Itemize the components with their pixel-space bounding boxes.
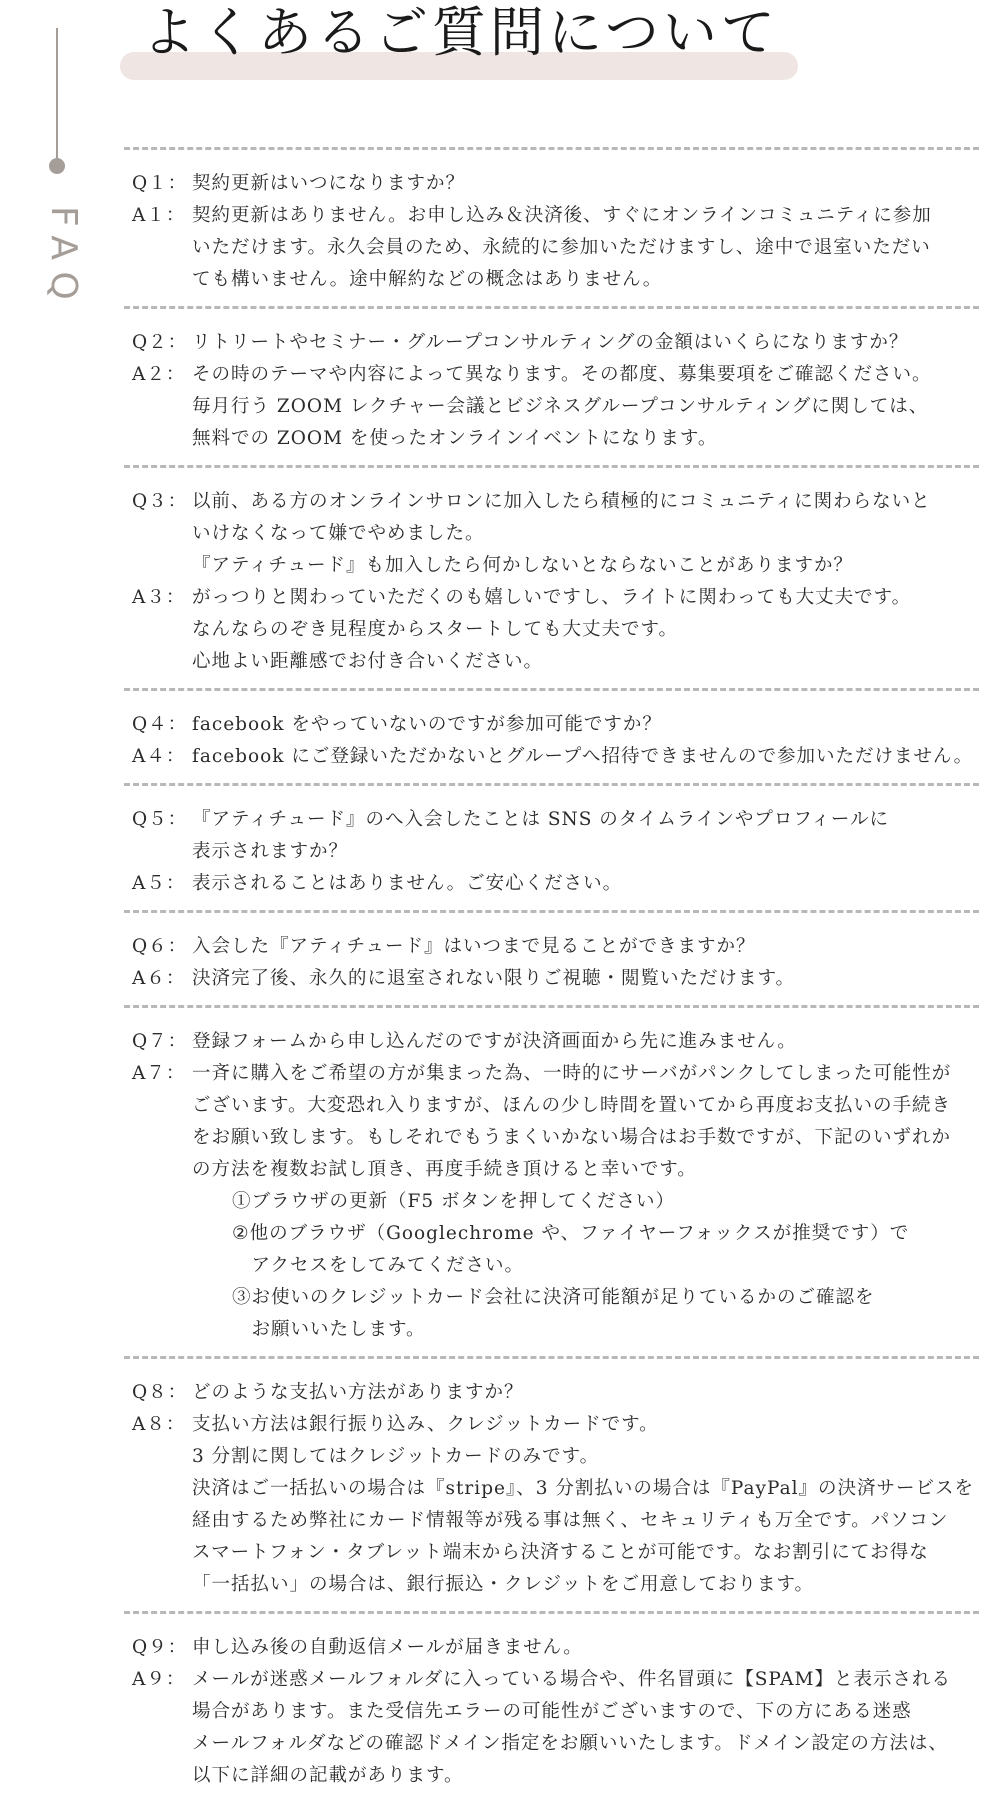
answer-label: A８： (132, 1414, 186, 1435)
question-label: Q５： (132, 809, 188, 830)
faq-item (124, 913, 979, 1005)
answer-body: メールが迷惑メールフォルダに入っている場合や、件名冒頭に【SPAM】と表示される 場合があります。また受信先エラーの可能性がございますので、下の方にある迷惑 メールフォルダなどの確認ドメイン指定をお願いいたします。ドメイン設定の方法は、 以下に詳細の記載があります。 (192, 1669, 951, 1786)
answer-label: A６： (132, 968, 186, 989)
answer-text (192, 200, 979, 296)
answer-row (132, 741, 979, 773)
answer-text (192, 741, 979, 773)
side-vertical-line (56, 28, 58, 166)
faq-list (124, 147, 979, 1802)
answer-label: A２： (132, 364, 186, 385)
question-text: 『アティチュード』のへ入会したことは SNS のタイムラインやプロフィールに 表示されますか？ (192, 809, 889, 862)
answer-label: A３： (132, 587, 186, 608)
question-row (132, 1377, 979, 1409)
question-row (132, 327, 979, 359)
answer-row (132, 868, 979, 900)
answer-label: A１： (132, 205, 186, 226)
answer-text (192, 359, 979, 455)
answer-row (132, 1409, 979, 1601)
answer-text (192, 1409, 979, 1601)
answer-text (192, 582, 979, 678)
answer-row (132, 359, 979, 455)
question-row (132, 168, 979, 200)
question-label: Q２： (132, 332, 188, 353)
question-label: Q７： (132, 1031, 188, 1052)
faq-item (124, 691, 979, 783)
answer-row (132, 1058, 979, 1346)
answer-label: A４： (132, 746, 186, 767)
faq-item (124, 786, 979, 910)
answer-body: 支払い方法は銀行振り込み、クレジットカードです。 3 分割に関してはクレジットカードのみです。 決済はご一括払いの場合は『stripe』、3 分割払いの場合は『PayPal』の決済サービスを 経由するため弊社にカード情報等が残る事は無く、セキュリティも万全です。パソコン スマートフォン・タブレット端末から決済することが可能です。なお割引にてお得な 「一括払い」の場合は、銀行振込・クレジットをご用意しております。 (192, 1414, 975, 1595)
answer-label: A５： (132, 873, 186, 894)
answer-body: 一斉に購入をご希望の方が集まった為、一時的にサーバがパンクしてしまった可能性が ございます。大変恐れ入りますが、ほんの少し時間を置いてから再度お支払いの手続き をお願い致します。もしそれでもうまくいかない場合はお手数ですが、下記のいずれか の方法を複数お試し頂き、再度手続き頂けると幸いです。 (192, 1063, 952, 1180)
question-row (132, 931, 979, 963)
answer-body: がっつりと関わっていただくのも嬉しいですし、ライトに関わっても大丈夫です。 なんならのぞき見程度からスタートしても大丈夫です。 心地よい距離感でお付き合いください。 (192, 587, 912, 672)
answer-body: facebook にご登録いただかないとグループへ招待できませんので参加いただけません。 (192, 746, 974, 767)
question-text: 以前、ある方のオンラインサロンに加入したら積極的にコミュニティに関わらないと いけなくなって嫌でやめました。 『アティチュード』も加入したら何かしないとならないことがありますか？ (192, 491, 931, 576)
question-label: Q９： (132, 1637, 188, 1658)
question-label: Q１： (132, 173, 188, 194)
faq-item (124, 309, 979, 465)
question-label: Q８： (132, 1382, 188, 1403)
question-label: Q３： (132, 491, 188, 512)
question-text: 申し込み後の自動返信メールが届きません。 (192, 1637, 583, 1658)
question-row (132, 709, 979, 741)
answer-row (132, 200, 979, 296)
question-label: Q４： (132, 714, 188, 735)
answer-text (192, 1664, 979, 1792)
question-text: 契約更新はいつになりますか？ (192, 173, 466, 194)
answer-body: 表示されることはありません。ご安心ください。 (192, 873, 623, 894)
answer-steps: ①ブラウザの更新（F5 ボタンを押してください） ②他のブラウザ（Googlechrome や、ファイヤーフォックスが推奨です）で アクセスをしてみてください。 ③お使いのクレジットカード会社に決済可能額が足りているかのご確認を お願いいたします。 (232, 1191, 910, 1340)
page-title: よくあるご質問について (142, 1, 779, 64)
side-decoration (0, 0, 100, 320)
question-text: 登録フォームから申し込んだのですが決済画面から先に進みません。 (192, 1031, 797, 1052)
answer-text (192, 1058, 979, 1346)
answer-body: 決済完了後、永久的に退室されない限りご視聴・閲覧いただけます。 (192, 968, 796, 989)
question-row (132, 1026, 979, 1058)
faq-side-label: FAQ (43, 206, 84, 312)
faq-item (124, 1614, 979, 1802)
question-row (132, 804, 979, 868)
answer-label: A９： (132, 1669, 186, 1690)
question-text: どのような支払い方法がありますか？ (192, 1382, 524, 1403)
answer-row (132, 1664, 979, 1792)
answer-text (192, 963, 979, 995)
question-row (132, 486, 979, 582)
faq-item (124, 150, 979, 306)
question-row (132, 1632, 979, 1664)
faq-item (124, 468, 979, 688)
answer-row (132, 963, 979, 995)
question-text: リトリートやセミナー・グループコンサルティングの金額はいくらになりますか？ (192, 332, 909, 353)
answer-body: その時のテーマや内容によって異なります。その都度、募集要項をご確認ください。 毎月行う ZOOM レクチャー会議とビジネスグループコンサルティングに関しては、 無料での ZOOM を使ったオンラインイベントになります。 (192, 364, 932, 449)
question-label: Q６： (132, 936, 188, 957)
page-heading (118, 0, 808, 100)
answer-row (132, 582, 979, 678)
answer-body: 契約更新はありません。お申し込み＆決済後、すぐにオンラインコミュニティに参加 いただけます。永久会員のため、永続的に参加いただけますし、途中で退室いただい ても構いません。途中解約などの概念はありません。 (192, 205, 932, 290)
faq-item (124, 1008, 979, 1356)
side-dot (49, 158, 65, 174)
question-text: 入会した『アティチュード』はいつまで見ることができますか？ (192, 936, 756, 957)
question-text: facebook をやっていないのですが参加可能ですか？ (192, 714, 662, 735)
answer-label: A７： (132, 1063, 186, 1084)
answer-text (192, 868, 979, 900)
faq-item (124, 1359, 979, 1611)
